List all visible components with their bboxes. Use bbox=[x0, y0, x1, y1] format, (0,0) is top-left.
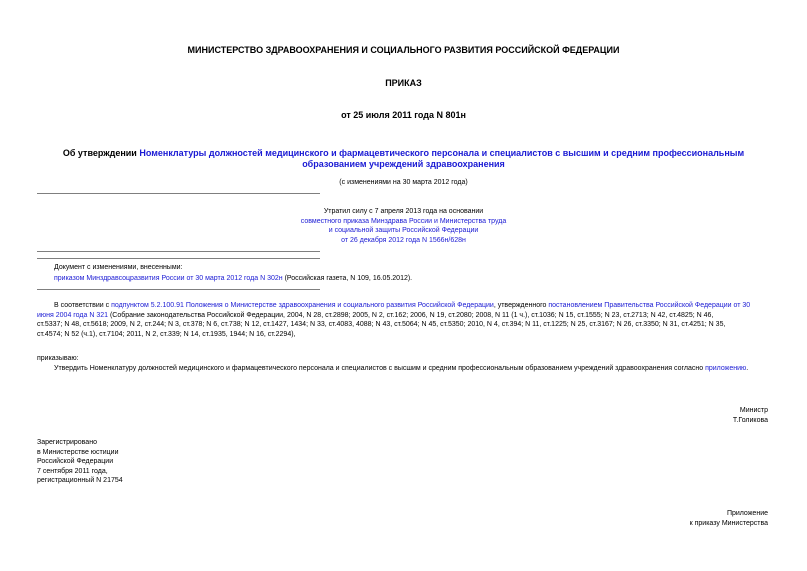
date-number-heading: от 25 июля 2011 года N 801н bbox=[341, 110, 466, 120]
appendix-line1: Приложение bbox=[726, 510, 768, 517]
registration-line2: в Министерстве юстиции bbox=[37, 448, 119, 456]
title-link-line1[interactable]: Номенклатуры должностей медицинского и фармацевтического персонала и специалистов с высшим и средним профессиональным bbox=[139, 148, 745, 158]
title-link-line2[interactable]: образованием учреждений здравоохранения bbox=[302, 159, 505, 169]
repealed-link-line3[interactable]: и социальной защиты Российской Федерации bbox=[328, 227, 479, 235]
divider bbox=[37, 289, 320, 290]
preamble-link2b[interactable]: июня 2004 года N 321 bbox=[37, 311, 109, 319]
repealed-link-line2[interactable]: совместного приказа Минздрава России и Министерства труда bbox=[300, 217, 507, 225]
preamble-line3: ст.5337; N 48, ст.5618; 2009, N 2, ст.244; N 3, ст.378; N 6, ст.738; N 12, ст.1427, 1434; N 33, ст.4083, 4088; N 43, ст.5064; N 45, ст.5350; 2010, N 4, ст.394; N 11, ст.1225; N 25, ст.3167; N 26, ст.3350; N 31, ст.4251; N 35, bbox=[37, 321, 726, 329]
registration-line4: 7 сентября 2011 года, bbox=[37, 467, 108, 475]
appendix-line2: к приказу Министерства bbox=[689, 519, 768, 527]
appendix-block bbox=[600, 509, 768, 528]
divider bbox=[37, 251, 320, 252]
changes-label: Документ с изменениями, внесенными: bbox=[54, 264, 183, 271]
ministry-heading: МИНИСТЕРСТВО ЗДРАВООХРАНЕНИЯ И СОЦИАЛЬНОГО РАЗВИТИЯ РОССИЙСКОЙ ФЕДЕРАЦИИ bbox=[187, 45, 620, 55]
approve-end: . bbox=[746, 365, 749, 372]
signature-block bbox=[600, 406, 768, 425]
repealed-block bbox=[233, 207, 574, 245]
registration-line3: Российской Федерации bbox=[37, 458, 114, 466]
doc-type-heading: ПРИКАЗ bbox=[385, 78, 422, 88]
registration-line1: Зарегистрировано bbox=[37, 439, 97, 446]
preamble-text2: , утвержденного bbox=[493, 302, 549, 309]
signature-name: Т.Голикова bbox=[732, 416, 768, 424]
signature-position: Министр bbox=[739, 407, 768, 414]
preamble-line4: ст.4574; N 52 (ч.1), ст.7104; 2011, N 2, ст.339; N 14, ст.1935, 1944; N 16, ст.2294), bbox=[37, 330, 296, 338]
approve-paragraph bbox=[54, 364, 794, 374]
repealed-line1: Утратил силу с 7 апреля 2013 года на основании bbox=[323, 208, 484, 215]
registration-block bbox=[37, 438, 237, 486]
preamble-paragraph bbox=[37, 301, 774, 339]
approve-link[interactable]: приложению bbox=[705, 365, 747, 372]
preamble-link1[interactable]: подпунктом 5.2.100.91 Положения о Министерстве здравоохранения и социального развития Российской Федерации bbox=[111, 302, 494, 309]
divider bbox=[37, 258, 320, 259]
divider bbox=[37, 193, 320, 194]
amended-note: (с изменениями на 30 марта 2012 года) bbox=[339, 179, 468, 186]
repealed-link-line4[interactable]: от 26 декабря 2012 года N 1566н/628н bbox=[341, 236, 466, 244]
preamble-text3: (Собрание законодательства Российской Федерации, 2004, N 28, ст.2898; 2005, N 2, ст.162; 2006, N 19, ст.2080; 2008, N 11 (1 ч.), ст.1036; N 15, ст.1555; N 23, ст.2713; N 42, ст.4825; N 46, bbox=[108, 311, 714, 319]
approve-text: Утвердить Номенклатуру должностей медицинского и фармацевтического персонала и специалистов с высшим и средним профессиональным образованием учреждений здравоохранения согласно bbox=[54, 365, 706, 372]
preamble-text1: В соответствии с bbox=[54, 302, 112, 309]
preamble-link2a[interactable]: постановлением Правительства Российской Федерации от 30 bbox=[548, 302, 751, 309]
document-title bbox=[20, 148, 787, 170]
title-prefix: Об утверждении bbox=[62, 148, 140, 158]
changes-suffix: (Российская газета, N 109, 16.05.2012). bbox=[282, 274, 413, 282]
changes-link[interactable]: приказом Минздравсоцразвития России от 30 марта 2012 года N 302н bbox=[54, 274, 283, 282]
changes-block bbox=[54, 263, 774, 283]
order-word: приказываю: bbox=[37, 355, 79, 362]
registration-line5: регистрационный N 21754 bbox=[37, 477, 123, 485]
